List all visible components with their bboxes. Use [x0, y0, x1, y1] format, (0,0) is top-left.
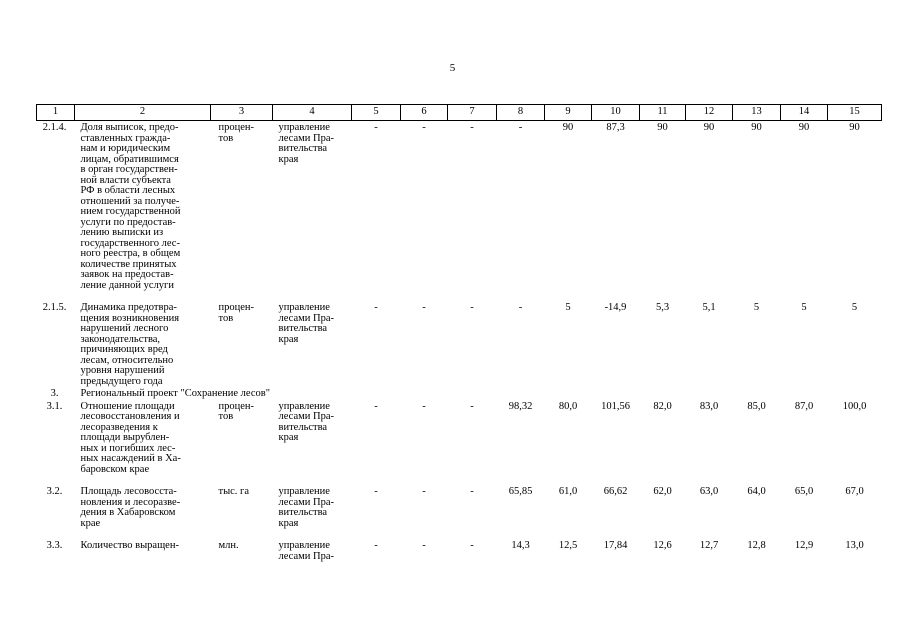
- value-cell: 66,62: [603, 486, 628, 497]
- responsible: [273, 121, 352, 292]
- unit: [211, 539, 273, 562]
- column-header-13: 13: [733, 105, 781, 121]
- indicator-name-line: РФ в области лесных: [80, 185, 176, 196]
- indicator-name-line: лесам, относительно: [80, 354, 174, 366]
- responsible-line: края: [278, 333, 299, 345]
- indicator-name: [75, 121, 211, 292]
- value-cell: 12,7: [699, 540, 719, 551]
- indicator-name-line: баровском крае: [80, 463, 150, 475]
- responsible-line: края: [278, 153, 299, 165]
- column-header-6: 6: [401, 105, 448, 121]
- indicator-name-line: заявок на предостав-: [80, 269, 174, 280]
- value-cell: 61,0: [558, 486, 578, 497]
- value-cell: -: [422, 122, 426, 133]
- responsible-line: края: [278, 517, 299, 529]
- responsible-line: управление: [278, 486, 330, 497]
- value-cell: 13,0: [845, 540, 864, 551]
- section-row: [37, 387, 882, 400]
- indicator-name-line: ление данной услуги: [80, 279, 174, 291]
- value-cell: -: [518, 302, 523, 313]
- value-cell: -: [374, 400, 378, 412]
- indicator-name-line: лению выписки из: [80, 227, 164, 238]
- indicator-name: [75, 400, 211, 476]
- value-cell: 83,0: [699, 400, 719, 412]
- value-cell: 90: [562, 122, 574, 133]
- value-cell: 98,32: [508, 400, 533, 412]
- responsible-line: вительства: [278, 421, 328, 433]
- column-header-15: 15: [828, 105, 882, 121]
- indicator-name-line: щения возникновения: [80, 312, 180, 324]
- unit-line: процен-: [218, 122, 255, 133]
- value-cell: -: [374, 302, 378, 313]
- unit: [211, 400, 273, 476]
- row-number: 2.1.5.: [42, 302, 67, 313]
- value-cell: 62,0: [653, 486, 672, 497]
- value-cell: 5,3: [655, 302, 670, 313]
- value-cell: 65,85: [508, 486, 533, 497]
- indicator-name-line: Количество выращен-: [80, 540, 179, 551]
- column-header-11: 11: [640, 105, 686, 121]
- value-cell: 87,0: [794, 400, 814, 412]
- value-cell: 5,1: [702, 302, 716, 313]
- table-row: [37, 121, 882, 292]
- value-cell: 63,0: [699, 486, 719, 497]
- value-cell: 82,0: [653, 400, 672, 412]
- responsible-line: управление: [278, 540, 330, 551]
- value-cell: 90: [703, 122, 715, 133]
- unit: [211, 485, 273, 529]
- responsible-line: вительства: [278, 143, 328, 154]
- unit: [211, 301, 273, 387]
- row-spacer: [37, 291, 882, 301]
- indicator-name-line: предыдущего года: [80, 375, 163, 387]
- indicator-name-line: отношений за получе-: [80, 195, 180, 207]
- indicator-name-line: новления и лесоразве-: [80, 496, 181, 508]
- row-number: 3.2.: [46, 486, 63, 497]
- header-row: [37, 105, 882, 121]
- table-row: [37, 400, 882, 476]
- value-cell: 14,3: [511, 540, 530, 551]
- value-cell: -: [470, 486, 474, 497]
- indicator-name-line: ных насаждений в Ха-: [80, 453, 181, 464]
- responsible-line: вительства: [278, 323, 328, 334]
- value-cell: 17,84: [603, 540, 628, 551]
- value-cell: 85,0: [747, 400, 766, 412]
- unit-line: процен-: [218, 400, 255, 412]
- value-cell: 12,8: [747, 540, 766, 551]
- value-cell: 12,9: [794, 540, 814, 551]
- indicators-table: [36, 104, 882, 562]
- indicator-name-line: уровня нарушений: [80, 365, 165, 376]
- unit-line: тов: [218, 312, 234, 324]
- responsible: [273, 485, 352, 529]
- table-row: [37, 301, 882, 387]
- row-spacer-cell: [37, 475, 882, 485]
- responsible-line: управление: [278, 400, 330, 412]
- row-spacer: [37, 529, 882, 539]
- responsible-line: лесами Пра-: [278, 496, 334, 508]
- value-cell: 90: [751, 122, 762, 133]
- value-cell: -: [470, 122, 474, 133]
- row-number: 3.: [50, 388, 59, 399]
- indicator-name-line: законодательства,: [80, 333, 161, 345]
- unit-line: процен-: [218, 302, 255, 313]
- indicator-name-line: в орган государствен-: [80, 164, 178, 175]
- value-cell: 5: [753, 302, 760, 313]
- responsible-line: края: [278, 432, 299, 443]
- section-title: Региональный проект "Сохранение лесов": [80, 388, 270, 399]
- column-header-7: 7: [448, 105, 497, 121]
- value-cell: 5: [565, 302, 571, 313]
- indicator-name-line: дения в Хабаровском: [80, 507, 176, 518]
- value-cell: -: [470, 540, 474, 551]
- unit-line: млн.: [218, 540, 239, 551]
- value-cell: -: [422, 540, 426, 551]
- indicator-name-line: ной власти субъекта: [80, 174, 171, 186]
- unit-line: тыс. га: [218, 486, 250, 497]
- unit-line: тов: [218, 132, 234, 144]
- indicator-name-line: ного реестра, в общем: [80, 248, 181, 259]
- responsible-line: лесами Пра-: [278, 312, 334, 324]
- indicator-name-line: нием государственной: [80, 206, 181, 217]
- indicator-name-line: услуги по предостав-: [80, 216, 176, 228]
- value-cell: 12,5: [558, 540, 578, 551]
- indicator-name-line: лесоразведения к: [80, 421, 158, 433]
- indicator-name: [75, 301, 211, 387]
- row-spacer: [37, 475, 882, 485]
- value-cell: -: [470, 302, 474, 313]
- indicator-name: [75, 485, 211, 529]
- indicator-name-line: нарушений лесного: [80, 323, 169, 334]
- value-cell: 101,56: [601, 400, 630, 412]
- column-header-10: 10: [592, 105, 640, 121]
- value-cell: 90: [849, 122, 860, 133]
- column-header-4: 4: [273, 105, 352, 121]
- indicator-name-line: количестве принятых: [80, 258, 177, 270]
- table-row: [37, 539, 882, 562]
- responsible: [273, 400, 352, 476]
- column-header-14: 14: [781, 105, 828, 121]
- value-cell: 67,0: [845, 486, 864, 497]
- column-header-12: 12: [686, 105, 733, 121]
- responsible-line: лесами Пра-: [278, 132, 334, 144]
- indicator-name-line: лесовосстановления и: [80, 411, 180, 422]
- responsible-line: управление: [278, 122, 330, 133]
- value-cell: 100,0: [842, 400, 867, 412]
- row-number: 3.3.: [46, 540, 63, 551]
- indicator-name-line: государственного лес-: [80, 237, 180, 249]
- indicator-name-line: Площадь лесовосста-: [80, 486, 177, 497]
- value-cell: -: [518, 122, 523, 133]
- page-number: 5: [449, 62, 456, 74]
- responsible-line: лесами Пра-: [278, 550, 334, 562]
- responsible: [273, 301, 352, 387]
- value-cell: 90: [798, 122, 810, 133]
- value-cell: -: [422, 302, 426, 313]
- value-cell: -14,9: [604, 302, 627, 313]
- indicator-name-line: ных и погибших лес-: [80, 442, 176, 454]
- value-cell: -: [374, 540, 378, 551]
- indicator-name-line: Динамика предотвра-: [80, 302, 177, 313]
- row-spacer-cell: [37, 529, 882, 539]
- responsible: [273, 539, 352, 562]
- indicator-name-line: нам и юридическим: [80, 143, 171, 154]
- column-header-2: 2: [75, 105, 211, 121]
- value-cell: 87,3: [606, 122, 625, 133]
- value-cell: 12,6: [653, 540, 672, 551]
- indicator-name-line: причиняющих вред: [80, 344, 168, 355]
- value-cell: -: [422, 400, 426, 412]
- value-cell: -: [422, 486, 426, 497]
- value-cell: -: [374, 486, 378, 497]
- value-cell: 64,0: [747, 486, 766, 497]
- indicator-name-line: Отношение площади: [80, 400, 175, 412]
- value-cell: -: [374, 122, 378, 133]
- column-header-5: 5: [352, 105, 401, 121]
- responsible-line: лесами Пра-: [278, 411, 334, 422]
- unit: [211, 121, 273, 292]
- column-header-8: 8: [497, 105, 545, 121]
- table-row: [37, 485, 882, 529]
- value-cell: 5: [851, 302, 858, 313]
- unit-line: тов: [218, 411, 234, 422]
- value-cell: 80,0: [558, 400, 578, 412]
- value-cell: 90: [657, 122, 668, 133]
- indicator-name-line: ставленных гражда-: [80, 132, 171, 144]
- responsible-line: управление: [278, 302, 330, 313]
- value-cell: 65,0: [794, 486, 814, 497]
- row-number: 3.1.: [46, 400, 63, 412]
- indicator-name: [75, 539, 211, 562]
- row-number: 2.1.4.: [42, 122, 67, 133]
- indicator-name-line: крае: [80, 517, 101, 529]
- column-header-3: 3: [211, 105, 273, 121]
- value-cell: -: [470, 400, 474, 412]
- indicator-name-line: лицам, обратившимся: [80, 153, 179, 165]
- indicator-name-line: Доля выписок, предо-: [80, 122, 179, 133]
- row-spacer-cell: [37, 291, 882, 301]
- indicator-name-line: площади вырублен-: [80, 432, 170, 443]
- column-header-1: 1: [37, 105, 75, 121]
- value-cell: 5: [801, 302, 807, 313]
- table-body: [37, 121, 882, 563]
- column-header-9: 9: [545, 105, 592, 121]
- responsible-line: вительства: [278, 507, 328, 518]
